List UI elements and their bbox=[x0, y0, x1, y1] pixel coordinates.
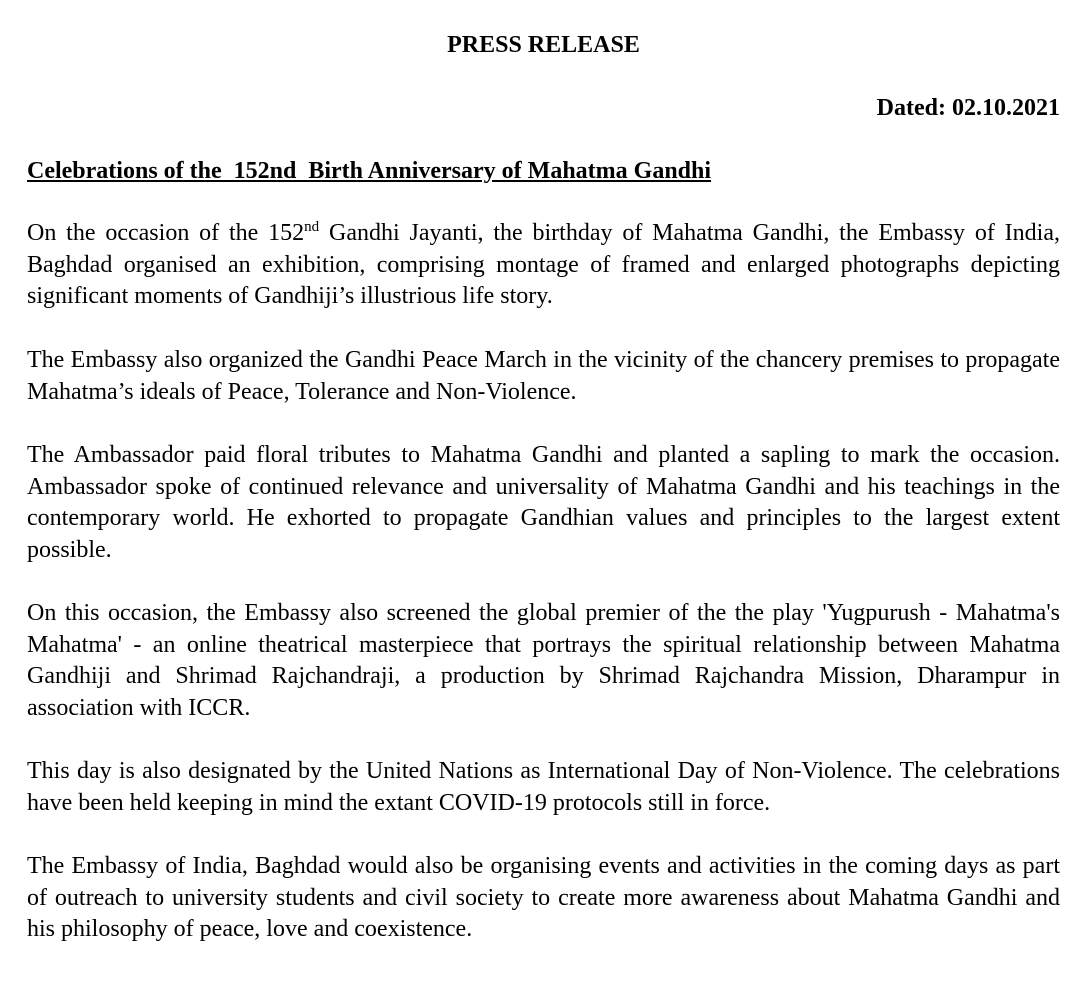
ordinal-suffix: nd bbox=[304, 219, 320, 235]
paragraph-peace-march: The Embassy also organized the Gandhi Peace March in the vicinity of the chancery premises to propagate Mahatma’s ideals of Peace, Tolerance and Non-Violence. bbox=[27, 347, 1060, 405]
paragraph-screening: On this occasion, the Embassy also screened the global premier of the the play 'Yugpurush - Mahatma's Mahatma' - an online theatrical masterpiece that portrays the spiritual relationship between Mahatma Gandhiji and Shrimad Rajchandraji, a production by Shrimad Rajchandra Mission, Dharampur in association with ICCR. bbox=[27, 600, 1060, 721]
paragraph-exhibition bbox=[27, 218, 1060, 313]
paragraph-outreach: The Embassy of India, Baghdad would also be organising events and activities in the coming days as part of outreach to university students and civil society to create more awareness about Mahatma Gandhi and his philosophy of peace, love and coexistence. bbox=[27, 853, 1060, 942]
paragraph-exhibition-rest: Gandhi Jayanti, the birthday of Mahatma Gandhi, the Embassy of India, Baghdad organised an exhibition, comprising montage of framed and enlarged photographs depicting significant moments of Gandhiji’s illustrious life story. bbox=[27, 220, 1060, 309]
release-date: Dated: 02.10.2021 bbox=[876, 95, 1060, 121]
paragraph-exhibition-start: On the occasion of the 152 bbox=[27, 220, 305, 246]
paragraph-floral-tributes: The Ambassador paid floral tributes to Mahatma Gandhi and planted a sapling to mark the occasion. Ambassador spoke of continued relevance and universality of Mahatma Gandhi and his teachings in the contemporary world. He exhorted to propagate Gandhian values and principles to the largest extent possible. bbox=[27, 442, 1060, 563]
subject-heading: Celebrations of the 152nd Birth Anniversary of Mahatma Gandhi bbox=[27, 158, 712, 184]
paragraph-non-violence-day: This day is also designated by the United Nations as International Day of Non-Violence. The celebrations have been held keeping in mind the extant COVID-19 protocols still in force. bbox=[27, 758, 1060, 816]
page-title: PRESS RELEASE bbox=[447, 32, 640, 58]
